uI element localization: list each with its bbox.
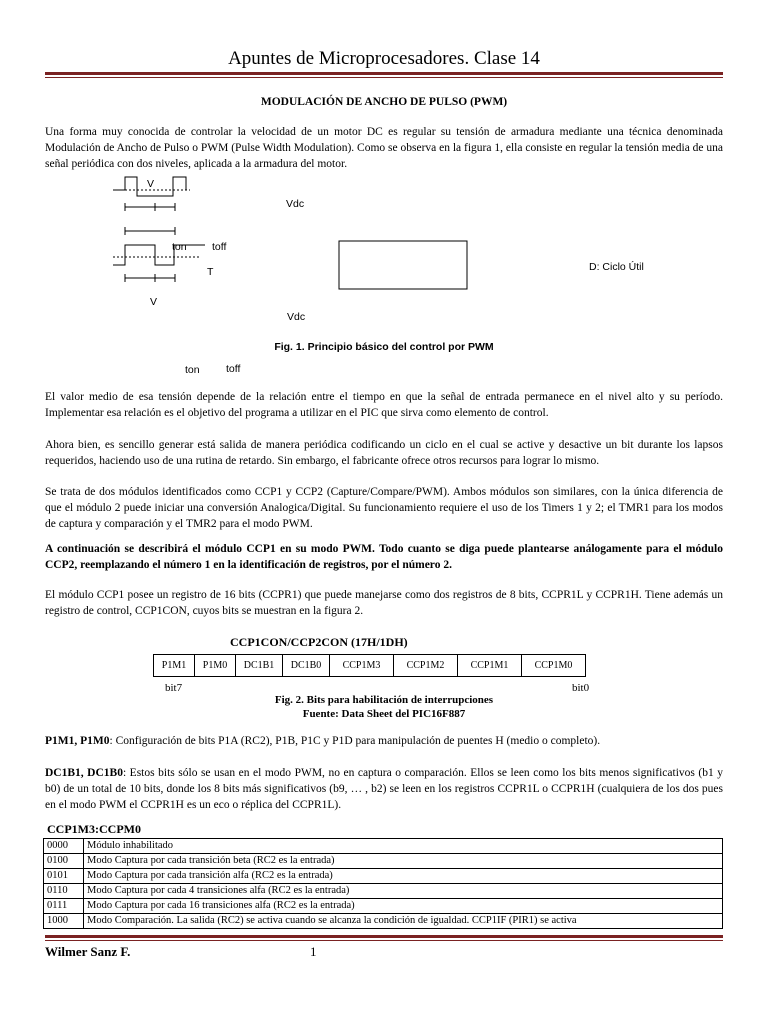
fig1-label-vdc-top: Vdc (286, 198, 305, 210)
fig2-caption-line1: Fig. 2. Bits para habilitación de interrupciones (274, 694, 494, 706)
mode-description: Módulo inhabilitado (84, 839, 723, 854)
mode-code: 0110 (44, 884, 84, 899)
register-bit-cell: P1M0 (195, 655, 236, 677)
intro-paragraph: Una forma muy conocida de controlar la velocidad de un motor DC es regular su tensión de armadura mediante una técnica denominada Modulación de Ancho de Pulso o PWM (Pulse Width Modulation). Como se observa en la figura 1, ella consiste en regular la tensión media de una señal periódica con dos niveles, aplicada a la armadura del motor. (45, 126, 724, 170)
register-bit-cell: DC1B0 (283, 655, 330, 677)
mode-code: 0100 (44, 854, 84, 869)
register-bit-cell: CCP1M0 (522, 655, 586, 677)
paragraph-delay-routine: Ahora bien, es sencillo generar está salida de manera periódica codificando un ciclo en el cual se active y desactive un bit durante los lapsos requeridos, haciendo uso de una rutina de retardo. Sin embargo, el fabricante ofrece otros recursos para lograr lo mismo. (45, 439, 723, 467)
mode-row (44, 854, 723, 869)
fig1-label-ton: ton (172, 241, 187, 253)
paragraph-ccpr1-register: El módulo CCP1 posee un registro de 16 bits (CCPR1) que puede manejarse como dos registros de 8 bits, CCPR1L y CCPR1H. Tiene además un registro de control, CCP1CON, cuyos bits se muestran en la figura 2. (45, 589, 723, 617)
dc1b-term: DC1B1, DC1B0 (45, 767, 123, 779)
register-bits-table (153, 654, 586, 677)
p1m-description: : Configuración de bits P1A (RC2), P1B, P1C y P1D para manipulación de puentes H (medio o completo). (109, 735, 601, 747)
fig1-label-v-bottom: V (150, 296, 158, 308)
fig2-caption-line2: Fuente: Data Sheet del PIC16F887 (302, 708, 466, 720)
mode-description: Modo Captura por cada transición alfa (RC2 es la entrada) (84, 869, 723, 884)
mode-description: Modo Captura por cada transición beta (RC2 es la entrada) (84, 854, 723, 869)
mode-description: Modo Captura por cada 16 transiciones alfa (RC2 es la entrada) (84, 899, 723, 914)
ccpm-modes-table (43, 838, 723, 929)
footer-rule (45, 935, 723, 938)
fig2-caption (0, 693, 768, 721)
fig1-label-duty-cycle: D: Ciclo Útil (589, 261, 644, 273)
fig1-label-ton-bottom: ton (185, 364, 200, 376)
mode-row (44, 884, 723, 899)
register-bit-cell: CCP1M3 (330, 655, 394, 677)
footer-page-number: 1 (310, 944, 317, 959)
fig1-label-toff-bottom: toff (226, 363, 241, 375)
paragraph-ccp1-pwm-intro: A continuación se describirá el módulo CCP1 en su modo PWM. Todo cuanto se diga puede plantearse análogamente para el módulo CCP2, reemplazando el número 1 en la identificación de registros, por el número 2. (45, 543, 723, 571)
pwm-waveform-bottom (113, 227, 205, 282)
mode-code: 0000 (44, 839, 84, 854)
mode-row (44, 869, 723, 884)
register-bit0-label: bit0 (572, 682, 590, 694)
fig1-label-v-top: V (147, 178, 155, 190)
mode-code: 1000 (44, 914, 84, 929)
register-bit-cell: CCP1M2 (394, 655, 458, 677)
register-bit-cell: DC1B1 (236, 655, 283, 677)
fig1-label-toff: toff (212, 241, 227, 253)
register-bit7-label: bit7 (165, 682, 183, 694)
register-title: CCP1CON/CCP2CON (17H/1DH) (230, 635, 408, 649)
paragraph-p1m-bits (45, 733, 723, 749)
fig1-label-t: T (207, 266, 214, 278)
mode-row (44, 839, 723, 854)
section-title: MODULACIÓN DE ANCHO DE PULSO (PWM) (260, 96, 508, 108)
mode-row (44, 899, 723, 914)
pwm-waveform-diagram (0, 0, 768, 360)
p1m-term: P1M1, P1M0 (45, 735, 110, 747)
fig1-caption: Fig. 1. Principio básico del control por PWM (274, 341, 494, 353)
paragraph-dc1b-bits (45, 765, 723, 813)
paragraph-ccp-modules: Se trata de dos módulos identificados como CCP1 y CCP2 (Capture/Compare/PWM). Ambos módulos son similares, con la única diferencia de que el módulo 2 puede iniciar una conversión Analogica/Digital. Su funcionamiento requiere el uso de los Timers 1 y 2; el TMR1 para los modos de captura y comparación y el TMR2 para el modo PWM. (45, 486, 723, 530)
fig1-label-vdc-bottom: Vdc (287, 311, 306, 323)
footer-author: Wilmer Sanz F. (45, 944, 131, 959)
mode-code: 0101 (44, 869, 84, 884)
footer-rule-thin (45, 940, 723, 941)
dc1b-description: : Estos bits sólo se usan en el modo PWM, no en captura o comparación. Ellos se leen como los bits menos significativos (b1 y b0) de un total de 10 bits, donde los 8 bits más significativos (b9, … , b2) se leen en los registros CCPR1L o CCPR1H (cualquiera de los dos pues en el modo PWM el CCPR1H es un eco o réplica del CCPR1L). (45, 767, 723, 811)
mode-row (44, 914, 723, 929)
mode-description: Modo Captura por cada 4 transiciones alfa (RC2 es la entrada) (84, 884, 723, 899)
register-bit-cell: P1M1 (154, 655, 195, 677)
register-bit-cell: CCP1M1 (458, 655, 522, 677)
ccpm-modes-title: CCP1M3:CCPM0 (47, 822, 141, 836)
page-header-title: Apuntes de Microprocesadores. Clase 14 (228, 48, 540, 69)
paragraph-average-voltage: El valor medio de esa tensión depende de la relación entre el tiempo en que la señal de entrada permanece en el nivel alto y su período. Implementar esa relación es el objetivo del programa a utilizar en el PIC que sirva como elemento de control. (45, 391, 723, 419)
mode-code: 0111 (44, 899, 84, 914)
motor-box (339, 241, 467, 289)
mode-description: Modo Comparación. La salida (RC2) se activa cuando se alcanza la condición de igualdad. CCP1IF (PIR1) se activa (84, 914, 723, 929)
